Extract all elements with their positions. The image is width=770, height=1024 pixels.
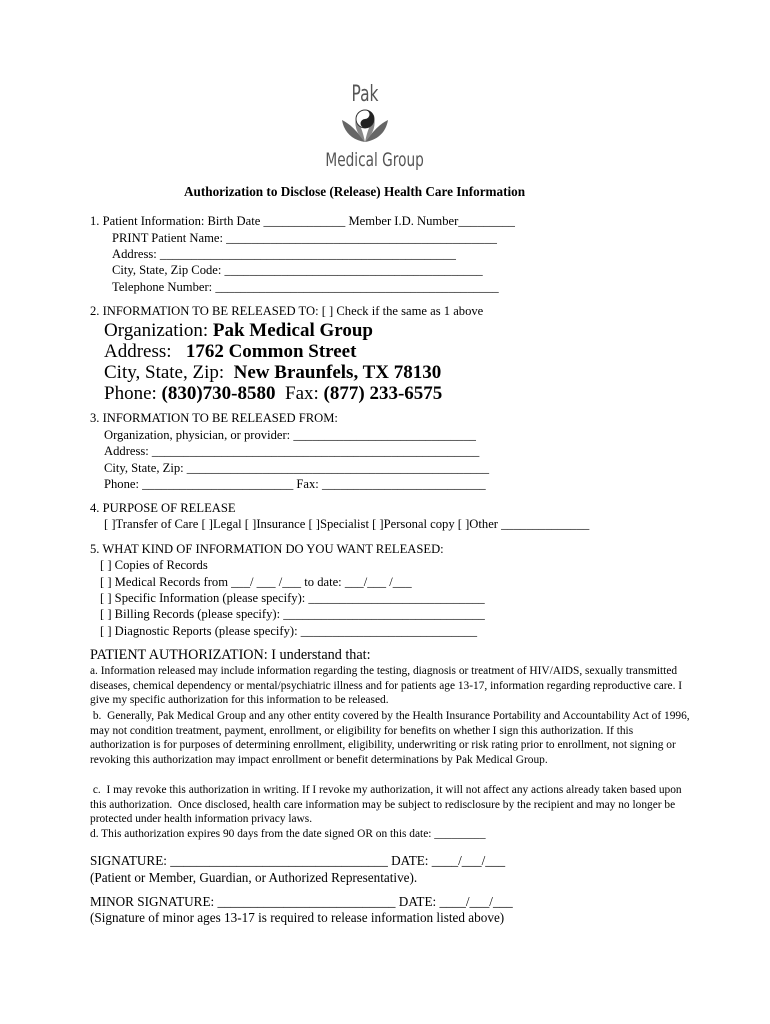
section1-line1: 1. Patient Information: Birth Date _____________ Member I.D. Number_________ bbox=[90, 214, 515, 228]
telephone-field[interactable]: Telephone Number: _____________________________________________ bbox=[112, 280, 499, 294]
logo bbox=[320, 82, 424, 176]
print-name-field[interactable]: PRINT Patient Name: ___________________________________________ bbox=[112, 231, 497, 245]
org-fax-value: (877) 233-6575 bbox=[323, 383, 443, 404]
provider-address-field[interactable]: Address: ____________________________________________________ bbox=[104, 444, 480, 458]
org-city-line bbox=[104, 362, 441, 383]
provider-city-field[interactable]: City, State, Zip: ________________________________________________ bbox=[104, 461, 490, 475]
minor-signature-field[interactable]: MINOR SIGNATURE: ___________________________ DATE: ____/___/___ bbox=[90, 894, 513, 909]
section2-heading: 2. INFORMATION TO BE RELEASED TO: [ ] Check if the same as 1 above bbox=[90, 304, 484, 318]
organization-line bbox=[104, 320, 373, 341]
city-state-zip-field[interactable]: City, State, Zip Code: _________________________________________ bbox=[112, 263, 483, 277]
organization-label: Organization: bbox=[104, 320, 213, 341]
list-item[interactable]: [ ] Copies of Records bbox=[100, 558, 208, 572]
authorization-para-a: a. Information released may include information regarding the testing, diagnosis or treatment of HIV/AIDS, sexually transmitted diseases, chemical dependency or mental/psychiatric illness and for patients age 13-17, information regarding reproductive care. I give my specific authorization for this information to be released. bbox=[90, 665, 683, 707]
list-item[interactable]: [ ] Specific Information (please specify): ____________________________ bbox=[100, 591, 485, 605]
org-fax-label: Fax: bbox=[275, 383, 324, 404]
org-phone-value: (830)730-8580 bbox=[161, 383, 276, 404]
form-title: Authorization to Disclose (Release) Health Care Information bbox=[184, 184, 526, 199]
signature-note: (Patient or Member, Guardian, or Authorized Representative). bbox=[90, 870, 418, 885]
org-address-value: 1762 Common Street bbox=[185, 341, 357, 362]
logo-text-pak: Pak bbox=[351, 82, 379, 107]
org-address-line bbox=[104, 341, 356, 362]
logo-text-medical-group: Medical Group bbox=[325, 149, 424, 171]
address-field[interactable]: Address: _______________________________________________ bbox=[112, 247, 456, 261]
minor-signature-note: (Signature of minor ages 13-17 is required to release information listed above) bbox=[90, 910, 505, 925]
list-item[interactable]: [ ] Diagnostic Reports (please specify): ____________________________ bbox=[100, 624, 478, 638]
purpose-options[interactable]: [ ]Transfer of Care [ ]Legal [ ]Insurance [ ]Specialist [ ]Personal copy [ ]Other ______________ bbox=[104, 517, 590, 531]
org-address-label: Address: bbox=[104, 341, 186, 362]
org-city-value: New Braunfels, TX 78130 bbox=[233, 362, 442, 383]
section5-heading: 5. WHAT KIND OF INFORMATION DO YOU WANT RELEASED: bbox=[90, 542, 444, 556]
provider-field[interactable]: Organization, physician, or provider: _____________________________ bbox=[104, 428, 476, 442]
authorization-para-d[interactable]: d. This authorization expires 90 days from the date signed OR on this date: _________ bbox=[90, 828, 486, 840]
signature-field[interactable]: SIGNATURE: _________________________________ DATE: ____/___/___ bbox=[90, 853, 506, 868]
provider-phone-fax-field[interactable]: Phone: ________________________ Fax: __________________________ bbox=[104, 477, 486, 491]
authorization-heading: PATIENT AUTHORIZATION: I understand that: bbox=[90, 647, 371, 663]
org-city-label: City, State, Zip: bbox=[104, 362, 234, 383]
yin-yang-lotus-icon bbox=[340, 106, 390, 144]
list-item[interactable]: [ ] Medical Records from ___/ ___ /___ to date: ___/___ /___ bbox=[100, 575, 412, 589]
authorization-para-c: c. I may revoke this authorization in writing. If I revoke my authorization, it will not affect any actions already taken based upon this authorization. Once disclosed, health care information may be subject to redisclosure by the recipient and may no longer be protected under health information privacy laws. bbox=[90, 784, 685, 826]
organization-value: Pak Medical Group bbox=[212, 320, 373, 341]
section3-heading: 3. INFORMATION TO BE RELEASED FROM: bbox=[90, 411, 338, 425]
authorization-para-b: b. Generally, Pak Medical Group and any other entity covered by the Health Insurance Portability and Accountability Act of 1996, may not condition treatment, payment, enrollment, or eligibility for benefits on whether I sign this authorization. If this authorization is for purposes of determining enrollment, eligibility, underwriting or risk rating prior to enrollment, not signing or revoking this authorization may impact enrollment or benefit determinations by Pak Medical Group. bbox=[90, 710, 693, 766]
list-item[interactable]: [ ] Billing Records (please specify): ________________________________ bbox=[100, 607, 485, 621]
org-phone-label: Phone: bbox=[104, 383, 162, 404]
org-phone-line bbox=[104, 383, 442, 404]
section4-heading: 4. PURPOSE OF RELEASE bbox=[90, 501, 236, 515]
